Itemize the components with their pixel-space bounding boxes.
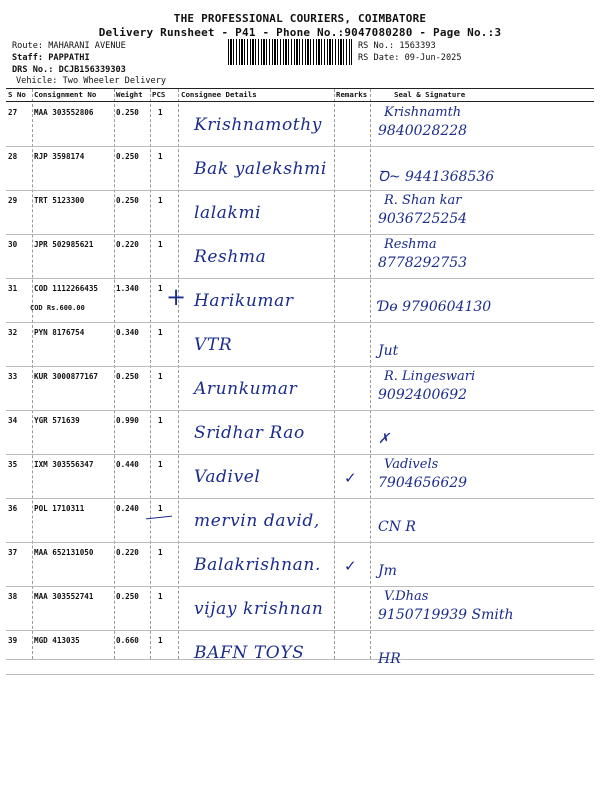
consignment-number: PYN 8176754	[34, 328, 85, 337]
signature-phone: 9036725254	[378, 211, 468, 227]
serial-number: 31	[8, 284, 18, 293]
signature-name: R. Lingeswari	[384, 369, 476, 384]
vehicle-line	[16, 76, 166, 87]
table-row	[6, 631, 594, 675]
consignment-number: RJP 3598174	[34, 152, 85, 161]
signature-name: Vadivels	[384, 457, 439, 472]
consignee-handwritten-name: Sridhar Rao	[194, 423, 305, 443]
vehicle-value: Two Wheeler Delivery	[62, 76, 167, 86]
pieces-count: 1	[158, 636, 163, 645]
consignee-handwritten-name: Harikumar	[194, 291, 294, 311]
barcode-image	[228, 39, 352, 65]
consignee-handwritten-name: Arunkumar	[194, 379, 298, 399]
signature-phone: ✗	[378, 431, 390, 447]
table-row	[6, 455, 594, 499]
weight-value: 0.220	[116, 240, 139, 249]
serial-number: 27	[8, 108, 18, 117]
rs-date-value: 09-Jun-2025	[404, 53, 462, 63]
consignment-number: TRT 5123300	[34, 196, 85, 205]
consignee-handwritten-name: Krishnamothy	[194, 115, 322, 135]
pieces-count: 1	[158, 152, 163, 161]
table-row	[6, 587, 594, 631]
consignment-number: MAA 303552741	[34, 592, 94, 601]
staff-line	[12, 53, 90, 64]
col-header-consignee: Consignee Details	[181, 90, 257, 99]
table-row	[6, 323, 594, 367]
weight-value: 0.250	[116, 372, 139, 381]
company-title: THE PROFESSIONAL COURIERS, COIMBATORE	[173, 12, 427, 25]
staff-value: PAPPATHI	[48, 53, 90, 63]
consignment-number: KUR 3000877167	[34, 372, 99, 381]
col-header-seal-signature: Seal & Signature	[394, 90, 466, 99]
table-row	[6, 235, 594, 279]
pieces-count: 1	[158, 416, 163, 425]
consignee-handwritten-name: vijay krishnan	[194, 599, 324, 619]
consignee-handwritten-name: VTR	[194, 335, 233, 355]
signature-phone: 8778292753	[378, 255, 468, 271]
signature-phone: Ɗɵ 9790604130	[378, 299, 492, 315]
weight-value: 0.340	[116, 328, 139, 337]
serial-number: 32	[8, 328, 18, 337]
pieces-count: 1	[158, 592, 163, 601]
vehicle-label: Vehicle:	[16, 76, 58, 86]
weight-value: 0.250	[116, 592, 139, 601]
pieces-count: 1	[158, 372, 163, 381]
col-header-weight: Weight	[116, 90, 143, 99]
consignee-handwritten-name: Bak yalekshmi	[194, 159, 327, 179]
serial-number: 28	[8, 152, 18, 161]
consignment-number: JPR 502985621	[34, 240, 94, 249]
weight-value: 0.990	[116, 416, 139, 425]
signature-phone: HR	[378, 651, 401, 667]
col-header-remarks: Remarks	[336, 90, 368, 99]
col-header-consignment: Consignment No	[34, 90, 97, 99]
weight-value: 1.340	[116, 284, 139, 293]
pieces-count: 1	[158, 240, 163, 249]
signature-phone: Jut	[378, 343, 399, 359]
rs-no-label: RS No.:	[358, 41, 395, 51]
drs-line	[12, 65, 126, 76]
weight-value: 0.440	[116, 460, 139, 469]
signature-phone: 9150719939 Smith	[378, 607, 514, 623]
rs-date-label: RS Date:	[358, 53, 400, 63]
drs-value: DCJB156339303	[58, 65, 126, 75]
col-header-pcs: PCS	[152, 90, 166, 99]
serial-number: 30	[8, 240, 18, 249]
pieces-count: 1	[158, 196, 163, 205]
signature-phone: 9092400692	[378, 387, 468, 403]
table-row	[6, 367, 594, 411]
serial-number: 29	[8, 196, 18, 205]
consignment-number: MGD 413035	[34, 636, 80, 645]
rs-date-line	[358, 53, 462, 64]
staff-label: Staff:	[12, 53, 44, 63]
table-row	[6, 499, 594, 543]
consignment-number: MAA 652131050	[34, 548, 94, 557]
consignment-number: COD 1112266435	[34, 284, 99, 293]
col-header-sno: S No	[8, 90, 26, 99]
serial-number: 37	[8, 548, 18, 557]
signature-phone: Jm	[378, 563, 397, 579]
remark-check-mark: ✓	[344, 557, 357, 575]
table-row	[6, 411, 594, 455]
table-row	[6, 147, 594, 191]
pieces-count: 1	[158, 504, 163, 513]
table-header-row	[6, 89, 594, 102]
consignee-handwritten-name: Vadivel	[194, 467, 261, 487]
weight-value: 0.250	[116, 196, 139, 205]
signature-name: Reshma	[384, 237, 437, 252]
pieces-count: 1	[158, 548, 163, 557]
route-label: Route:	[12, 41, 44, 51]
weight-value: 0.220	[116, 548, 139, 557]
handwritten-dash-mark	[146, 516, 172, 520]
signature-phone: Ꝺ~ 9441368536	[378, 169, 495, 185]
drs-label: DRS No.:	[12, 65, 54, 75]
serial-number: 39	[8, 636, 18, 645]
serial-number: 36	[8, 504, 18, 513]
pieces-count: 1	[158, 108, 163, 117]
signature-phone: 9840028228	[378, 123, 468, 139]
signature-name: R. Shan kar	[384, 193, 462, 208]
pieces-count: 1	[158, 460, 163, 469]
remark-check-mark: ✓	[344, 469, 357, 487]
weight-value: 0.240	[116, 504, 139, 513]
consignment-number: YGR 571639	[34, 416, 80, 425]
runsheet-table	[6, 88, 594, 667]
pieces-count: 1	[158, 328, 163, 337]
consignee-handwritten-name: lalakmi	[194, 203, 262, 223]
route-line	[12, 41, 126, 52]
consignee-handwritten-name: Balakrishnan.	[194, 555, 321, 575]
consignee-handwritten-name: mervin david,	[194, 511, 320, 531]
runsheet-title: Delivery Runsheet - P41 - Phone No.:9047080280 - Page No.:3	[98, 26, 502, 39]
serial-number: 33	[8, 372, 18, 381]
consignment-number: IXM 303556347	[34, 460, 94, 469]
weight-value: 0.250	[116, 108, 139, 117]
consignee-handwritten-name: BAFN TOYS	[194, 643, 305, 663]
consignment-number: MAA 303552806	[34, 108, 94, 117]
route-value: MAHARANI AVENUE	[48, 41, 126, 51]
pieces-count: 1	[158, 284, 163, 293]
table-row	[6, 103, 594, 147]
consignment-number: POL 1710311	[34, 504, 85, 513]
table-row	[6, 191, 594, 235]
serial-number: 34	[8, 416, 18, 425]
table-row	[6, 279, 594, 323]
signature-name: Krishnamth	[384, 105, 462, 120]
serial-number: 35	[8, 460, 18, 469]
consignee-handwritten-name: Reshma	[194, 247, 267, 267]
serial-number: 38	[8, 592, 18, 601]
cod-amount: COD Rs.600.00	[30, 304, 85, 312]
handwritten-plus-mark: +	[166, 283, 187, 311]
rs-no-line	[358, 41, 436, 52]
weight-value: 0.250	[116, 152, 139, 161]
signature-phone: CN R	[378, 519, 416, 535]
signature-name: V.Dhas	[384, 589, 429, 604]
weight-value: 0.660	[116, 636, 139, 645]
rs-no-value: 1563393	[399, 41, 436, 51]
table-row	[6, 543, 594, 587]
signature-phone: 7904656629	[378, 475, 468, 491]
